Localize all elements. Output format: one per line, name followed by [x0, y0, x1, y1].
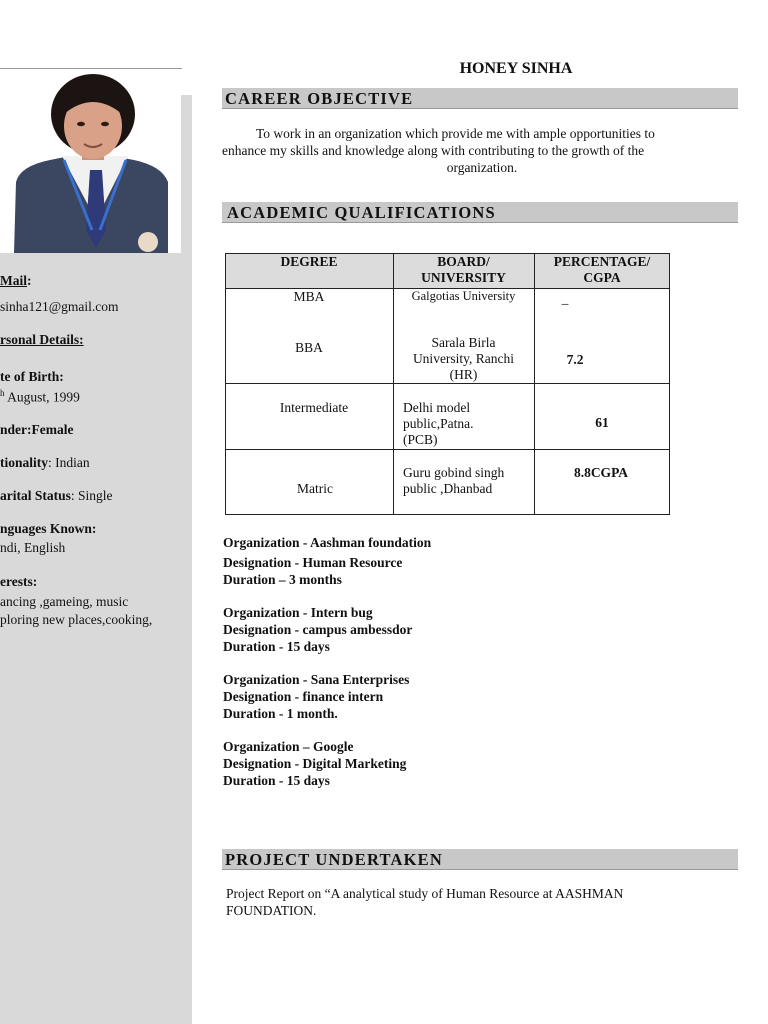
- row-bba-board: [393, 335, 534, 383]
- header-pct-line-1: PERCENTAGE/: [553, 254, 651, 269]
- row-mba-score: _: [561, 291, 569, 306]
- project-heading: PROJECT UNDERTAKEN: [222, 849, 738, 870]
- personal-details-label: rsonal Details:: [0, 332, 84, 347]
- row-matric-score: 8.8CGPA: [573, 465, 629, 480]
- marital-value: : Single: [70, 488, 113, 503]
- dob-text: August, 1999: [4, 389, 80, 405]
- interests-line-2: ploring new places,cooking,: [0, 612, 153, 627]
- candidate-name: HONEY SINHA: [459, 60, 573, 77]
- row-intermediate-degree: Intermediate: [279, 400, 349, 415]
- exp-4-designation: Designation - Digital Marketing: [223, 756, 407, 771]
- row-bba-board-line-1: Sarala Birla: [431, 335, 496, 350]
- row-mba-degree: MBA: [293, 289, 325, 304]
- row-matric-board-line-2: public ,Dhanbad: [403, 481, 493, 496]
- header-percentage: [534, 254, 670, 286]
- row-intermediate-board-line-3: (PCB): [403, 432, 438, 447]
- profile-photo: [0, 70, 181, 253]
- qualifications-table: [225, 253, 670, 515]
- project-line-1: Project Report on “A analytical study of Human Resource at AASHMAN: [226, 886, 624, 901]
- exp-4-org: Organization – Google: [223, 739, 354, 754]
- row-bba-board-line-3: (HR): [449, 367, 478, 382]
- exp-2-org: Organization - Intern bug: [223, 605, 373, 620]
- marital-line: [0, 488, 113, 504]
- email-label: Mail:: [0, 273, 32, 288]
- exp-2-designation: Designation - campus ambessdor: [223, 622, 413, 637]
- exp-1-org: Organization - Aashman foundation: [223, 535, 432, 550]
- nationality-value: : Indian: [48, 455, 90, 470]
- project-line-2: FOUNDATION.: [226, 903, 317, 918]
- header-board: [393, 254, 534, 286]
- row-intermediate-board-line-2: public,Patna.: [403, 416, 474, 431]
- career-line-2: enhance my skills and knowledge along with contributing to the growth of the: [222, 143, 645, 158]
- row-intermediate-board-line-1: Delhi model: [403, 400, 471, 415]
- row-intermediate-board: [403, 400, 534, 448]
- career-line-3: organization.: [446, 160, 518, 175]
- row-matric-degree: Matric: [297, 481, 333, 496]
- languages-value: ndi, English: [0, 540, 66, 555]
- career-line-1: To work in an organization which provide me with ample opportunities to: [256, 126, 655, 141]
- project-text: [226, 885, 623, 919]
- languages-label: nguages Known:: [0, 521, 97, 536]
- dob-label: te of Birth:: [0, 369, 64, 384]
- exp-3-duration: Duration - 1 month.: [223, 706, 338, 721]
- exp-3-designation: Designation - finance intern: [223, 689, 384, 704]
- row-bba-degree: BBA: [295, 340, 323, 355]
- header-degree: DEGREE: [280, 254, 338, 269]
- exp-1-duration: Duration – 3 months: [223, 572, 342, 587]
- header-pct-line-2: CGPA: [583, 270, 621, 285]
- academic-heading: ACADEMIC QUALIFICATIONS: [222, 202, 738, 223]
- gender-line: nder:Female: [0, 422, 74, 437]
- exp-3-org: Organization - Sana Enterprises: [223, 672, 410, 687]
- row-bba-board-line-2: University, Ranchi: [412, 351, 515, 366]
- row-intermediate-score: 61: [595, 415, 609, 430]
- row-matric-board-line-1: Guru gobind singh: [403, 465, 505, 480]
- row-mba-board: Galgotias University: [411, 289, 516, 303]
- exp-2-duration: Duration - 15 days: [223, 639, 330, 654]
- top-divider: [0, 68, 182, 69]
- dob-superscript: h: [0, 388, 5, 398]
- career-objective-text: [222, 125, 732, 176]
- nationality-label: tionality: [0, 455, 49, 470]
- exp-4-duration: Duration - 15 days: [223, 773, 330, 788]
- header-board-line-1: BOARD/: [437, 254, 490, 269]
- header-board-line-2: UNIVERSITY: [421, 270, 506, 285]
- row-bba-score: 7.2: [566, 352, 584, 367]
- row-matric-board: [403, 465, 534, 497]
- marital-label: arital Status: [0, 488, 71, 503]
- dob-value: [0, 388, 80, 406]
- interests-label: erests:: [0, 574, 38, 589]
- career-objective-heading: CAREER OBJECTIVE: [222, 88, 738, 109]
- nationality-line: [0, 455, 90, 471]
- interests-line-1: ancing ,gameing, music: [0, 594, 129, 609]
- email-value: sinha121@gmail.com: [0, 299, 119, 314]
- exp-1-designation: Designation - Human Resource: [223, 555, 403, 570]
